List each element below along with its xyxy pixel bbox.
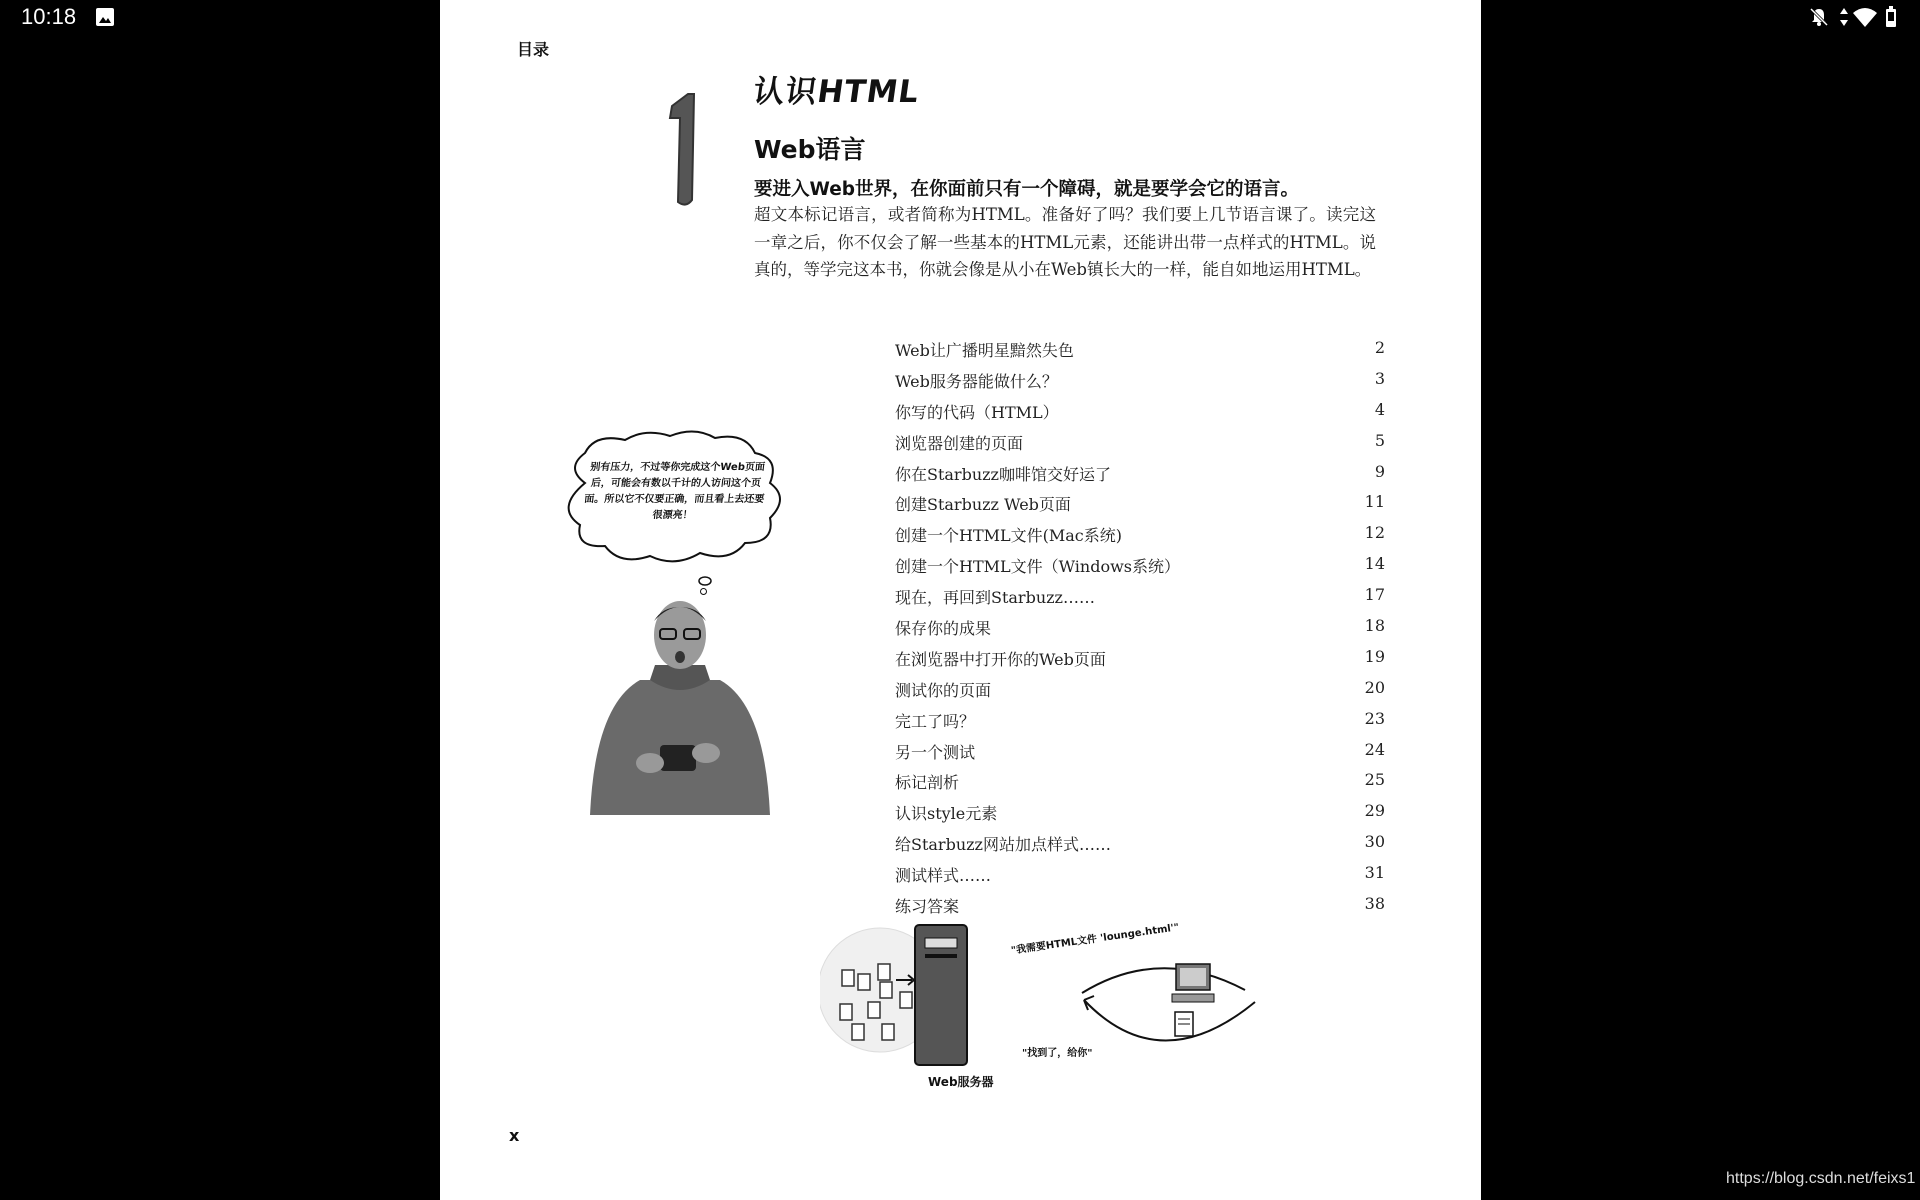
chapter-lead: 要进入Web世界，在你面前只有一个障碍，就是要学会它的语言。 — [754, 179, 1300, 200]
response-label: "找到了，给你" — [1022, 1048, 1093, 1059]
toc-page: 31 — [1364, 863, 1385, 883]
toc-page: 3 — [1374, 368, 1385, 388]
toc-page: 19 — [1364, 646, 1385, 666]
toc-page: 2 — [1374, 338, 1385, 357]
toc-page: 25 — [1364, 770, 1385, 790]
document-icon — [1172, 1009, 1196, 1043]
request-label: "我需要HTML文件 'lounge.html'" — [1010, 922, 1180, 957]
toc-entry — [895, 797, 1385, 828]
document-page — [440, 0, 1481, 1200]
toc-page: 11 — [1364, 492, 1385, 512]
toc-page: 38 — [1364, 894, 1385, 914]
toc-page: 24 — [1364, 739, 1385, 759]
computer-icon — [1168, 962, 1218, 1012]
image-icon — [94, 6, 116, 32]
toc-entry — [895, 581, 1385, 612]
toc-page: 4 — [1374, 399, 1385, 419]
toc-title: 现在，再回到Starbuzz…… — [895, 588, 1095, 608]
toc-entry — [895, 828, 1385, 859]
toc-title: Web服务器能做什么？ — [895, 371, 1058, 391]
toc-title: 你写的代码（HTML） — [895, 402, 1059, 422]
chapter-subtitle: Web语言 — [754, 135, 866, 164]
person-illustration — [580, 585, 780, 819]
toc-page: 20 — [1364, 677, 1385, 697]
chapter-intro: 超文本标记语言，或者简称为HTML。准备好了吗？我们要上几节语言课了。读完这一章之后，你不仅会了解一些基本的HTML元素，还能讲出带一点样式的HTML。说真的，等学完这本书，你就会像是从小在Web镇长大的一样，能自如地运用HTML。 — [754, 205, 1376, 279]
contents-header: 目录 — [517, 40, 550, 59]
page-number: x — [509, 1126, 520, 1145]
toc-title: 练习答案 — [895, 897, 960, 917]
toc-entry — [895, 488, 1385, 519]
toc-entry — [895, 859, 1385, 890]
table-of-contents — [895, 334, 1385, 921]
toc-entry — [895, 705, 1385, 736]
toc-entry — [895, 427, 1385, 458]
toc-title: 测试你的页面 — [895, 680, 992, 700]
watermark-url: https://blog.csdn.net/feixs1 — [1726, 1170, 1916, 1187]
toc-page: 5 — [1374, 430, 1385, 450]
toc-title: 你在Starbuzz咖啡馆交好运了 — [895, 464, 1111, 484]
toc-page: 17 — [1364, 585, 1385, 605]
toc-title: 另一个测试 — [895, 742, 976, 762]
toc-entry — [895, 458, 1385, 489]
toc-entry — [895, 396, 1385, 427]
toc-entry — [895, 334, 1385, 365]
battery-icon — [1884, 6, 1898, 32]
toc-title: 测试样式…… — [895, 866, 992, 886]
toc-page: 30 — [1364, 832, 1385, 852]
toc-title: 给Starbuzz网站加点样式…… — [895, 835, 1111, 855]
toc-page: 18 — [1364, 616, 1385, 636]
toc-page: 29 — [1364, 801, 1385, 821]
toc-entry — [895, 519, 1385, 550]
notifications-off-icon — [1808, 6, 1830, 32]
toc-title: 标记剖析 — [895, 773, 960, 793]
toc-title: 浏览器创建的页面 — [895, 433, 1024, 453]
toc-entry — [895, 643, 1385, 674]
clock: 10:18 — [21, 4, 77, 29]
toc-page: 14 — [1364, 554, 1385, 574]
toc-entry — [895, 365, 1385, 396]
chapter-number — [662, 88, 702, 212]
toc-entry — [895, 674, 1385, 705]
toc-title: 保存你的成果 — [895, 619, 992, 639]
wifi-icon — [1852, 6, 1878, 32]
toc-title: 认识style元素 — [895, 804, 998, 824]
toc-title: 在浏览器中打开你的Web页面 — [895, 649, 1106, 669]
toc-title: 创建一个HTML文件（Windows系统） — [895, 557, 1181, 577]
data-arrows-icon — [1838, 6, 1850, 32]
toc-entry — [895, 766, 1385, 797]
toc-entry — [895, 612, 1385, 643]
toc-title: 创建一个HTML文件(Mac系统) — [895, 526, 1123, 546]
toc-title: 完工了吗？ — [895, 711, 976, 731]
toc-title: Web让广播明星黯然失色 — [895, 341, 1074, 360]
thought-bubble-text: 别有压力，不过等你完成这个Web页面后，可能会有数以千计的人访问这个页面。所以它不仅要正确，而且看上去还要很漂亮！ — [583, 462, 766, 521]
toc-page: 12 — [1364, 523, 1385, 543]
toc-entry — [895, 550, 1385, 581]
toc-page: 23 — [1364, 708, 1385, 728]
toc-title: 创建Starbuzz Web页面 — [895, 495, 1071, 515]
chapter-title: 认识HTML — [750, 74, 922, 110]
web-server-label: Web服务器 — [928, 1075, 994, 1089]
toc-entry — [895, 890, 1385, 921]
toc-page: 9 — [1374, 461, 1385, 481]
toc-entry — [895, 736, 1385, 767]
